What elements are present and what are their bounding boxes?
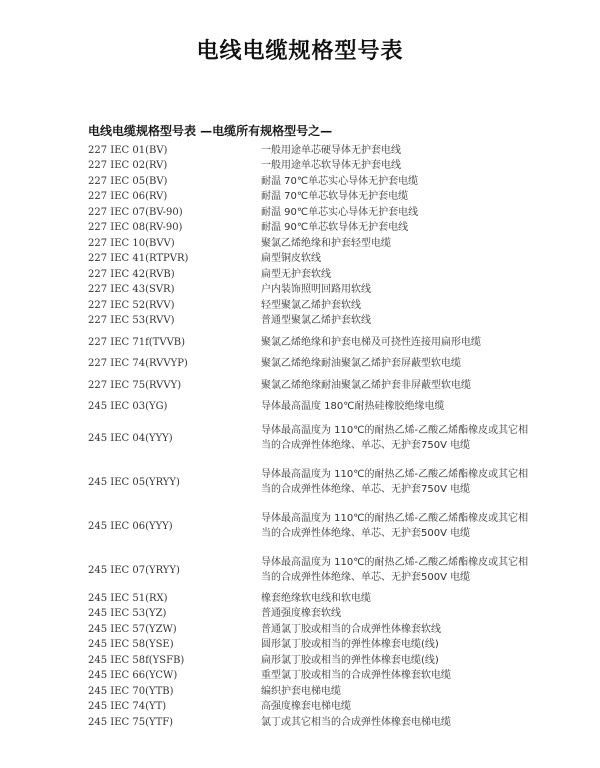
model-code: 227 IEC 06(RV)	[88, 191, 168, 202]
model-description: 耐温 70℃单芯软导体无护套电缆	[261, 191, 409, 202]
model-description: 导体最高温度为 110℃的耐热乙烯-乙酸乙烯酯橡皮或其它相当的合成弹性体绝缘、单芯、无护套500V 电缆	[261, 557, 529, 583]
model-description: 扁型铜皮软线	[261, 253, 321, 264]
model-code: 227 IEC 75(RVVY)	[88, 380, 182, 391]
model-code: 245 IEC 70(YTB)	[88, 686, 174, 697]
model-description: 轻型聚氯乙烯护套软线	[261, 300, 361, 311]
model-description: 氯丁或其它相当的合成弹性体橡套电梯电缆	[261, 717, 451, 728]
model-description: 普通强度橡套软线	[261, 608, 341, 619]
model-description: 导体最高温度 180℃耐热硅橡胶绝缘电缆	[261, 401, 445, 412]
model-code: 227 IEC 71f(TVVB)	[88, 337, 186, 348]
model-code: 245 IEC 05(YRYY)	[88, 477, 180, 488]
model-code: 245 IEC 51(RX)	[88, 593, 168, 604]
model-code: 227 IEC 43(SVR)	[88, 284, 175, 295]
model-description: 户内装饰照明回路用软线	[261, 284, 371, 295]
model-code: 245 IEC 06(YYY)	[88, 521, 173, 532]
model-description: 高强度橡套电梯电缆	[261, 701, 351, 712]
model-code: 245 IEC 58(YSE)	[88, 639, 174, 650]
model-description: 扁型无护套软线	[261, 269, 331, 280]
model-code: 227 IEC 07(BV-90)	[88, 207, 183, 218]
model-description: 重型氯丁胶或相当的合成弹性体橡套软电缆	[261, 670, 451, 681]
model-description: 普通型聚氯乙烯护套软线	[261, 315, 371, 326]
model-code: 245 IEC 07(YRYY)	[88, 565, 180, 576]
model-description: 圆形氯丁胶或相当的弹性体橡套电缆(线)	[261, 639, 439, 650]
model-code: 227 IEC 02(RV)	[88, 160, 168, 171]
model-code: 227 IEC 52(RVV)	[88, 300, 175, 311]
model-code: 245 IEC 66(YCW)	[88, 670, 178, 681]
model-description: 一般用途单芯硬导体无护套电线	[261, 145, 401, 156]
model-description: 扁形氯丁胶或相当的弹性体橡套电缆(线)	[261, 655, 439, 666]
model-code: 227 IEC 10(BVV)	[88, 238, 175, 249]
model-description: 聚氯乙烯绝缘和护套电梯及可挠性连接用扁形电缆	[261, 337, 481, 348]
model-code: 245 IEC 03(YG)	[88, 401, 168, 412]
model-description: 耐温 90℃单芯软导体无护套电线	[261, 222, 409, 233]
model-code: 245 IEC 58f(YSFB)	[88, 655, 185, 666]
model-description: 橡套绝缘软电线和软电缆	[261, 593, 371, 604]
model-code: 227 IEC 74(RVVYP)	[88, 358, 188, 369]
model-code: 227 IEC 08(RV-90)	[88, 222, 183, 233]
model-code: 227 IEC 42(RVB)	[88, 269, 175, 280]
model-description: 耐温 90℃单芯实心导体无护套电线	[261, 207, 419, 218]
model-code: 227 IEC 05(BV)	[88, 176, 168, 187]
model-code: 245 IEC 53(YZ)	[88, 608, 167, 619]
model-code: 245 IEC 74(YT)	[88, 701, 167, 712]
model-description: 耐温 70℃单芯实心导体无护套电缆	[261, 176, 419, 187]
page-title: 电线电缆规格型号表	[196, 39, 404, 64]
model-description: 聚氯乙烯绝缘和护套轻型电缆	[261, 238, 391, 249]
model-code: 227 IEC 41(RTPVR)	[88, 253, 189, 264]
model-description: 导体最高温度为 110℃的耐热乙烯-乙酸乙烯酯橡皮或其它相当的合成弹性体绝缘、单芯、无护套750V 电缆	[261, 469, 529, 495]
model-description: 聚氯乙烯绝缘耐油聚氯乙烯护套屏蔽型软电缆	[261, 358, 461, 369]
model-description: 普通氯丁胶或相当的合成弹性体橡套软线	[261, 624, 441, 635]
model-description: 一般用途单芯软导体无护套电线	[261, 160, 401, 171]
model-description: 导体最高温度为 110℃的耐热乙烯-乙酸乙烯酯橡皮或其它相当的合成弹性体绝缘、单芯、无护套500V 电缆	[261, 513, 529, 539]
model-description: 导体最高温度为 110℃的耐热乙烯-乙酸乙烯酯橡皮或其它相当的合成弹性体绝缘、单芯、无护套750V 电缆	[261, 425, 529, 451]
model-description: 聚氯乙烯绝缘耐油聚氯乙烯护套非屏蔽型软电缆	[261, 380, 471, 391]
model-code: 245 IEC 04(YYY)	[88, 433, 173, 444]
model-description: 编织护套电梯电缆	[261, 686, 341, 697]
section-subtitle: 电线电缆规格型号表 —电缆所有规格型号之—	[88, 124, 333, 138]
model-code: 227 IEC 53(RVV)	[88, 315, 175, 326]
model-code: 245 IEC 75(YTF)	[88, 717, 174, 728]
model-code: 245 IEC 57(YZW)	[88, 624, 177, 635]
model-code: 227 IEC 01(BV)	[88, 145, 168, 156]
